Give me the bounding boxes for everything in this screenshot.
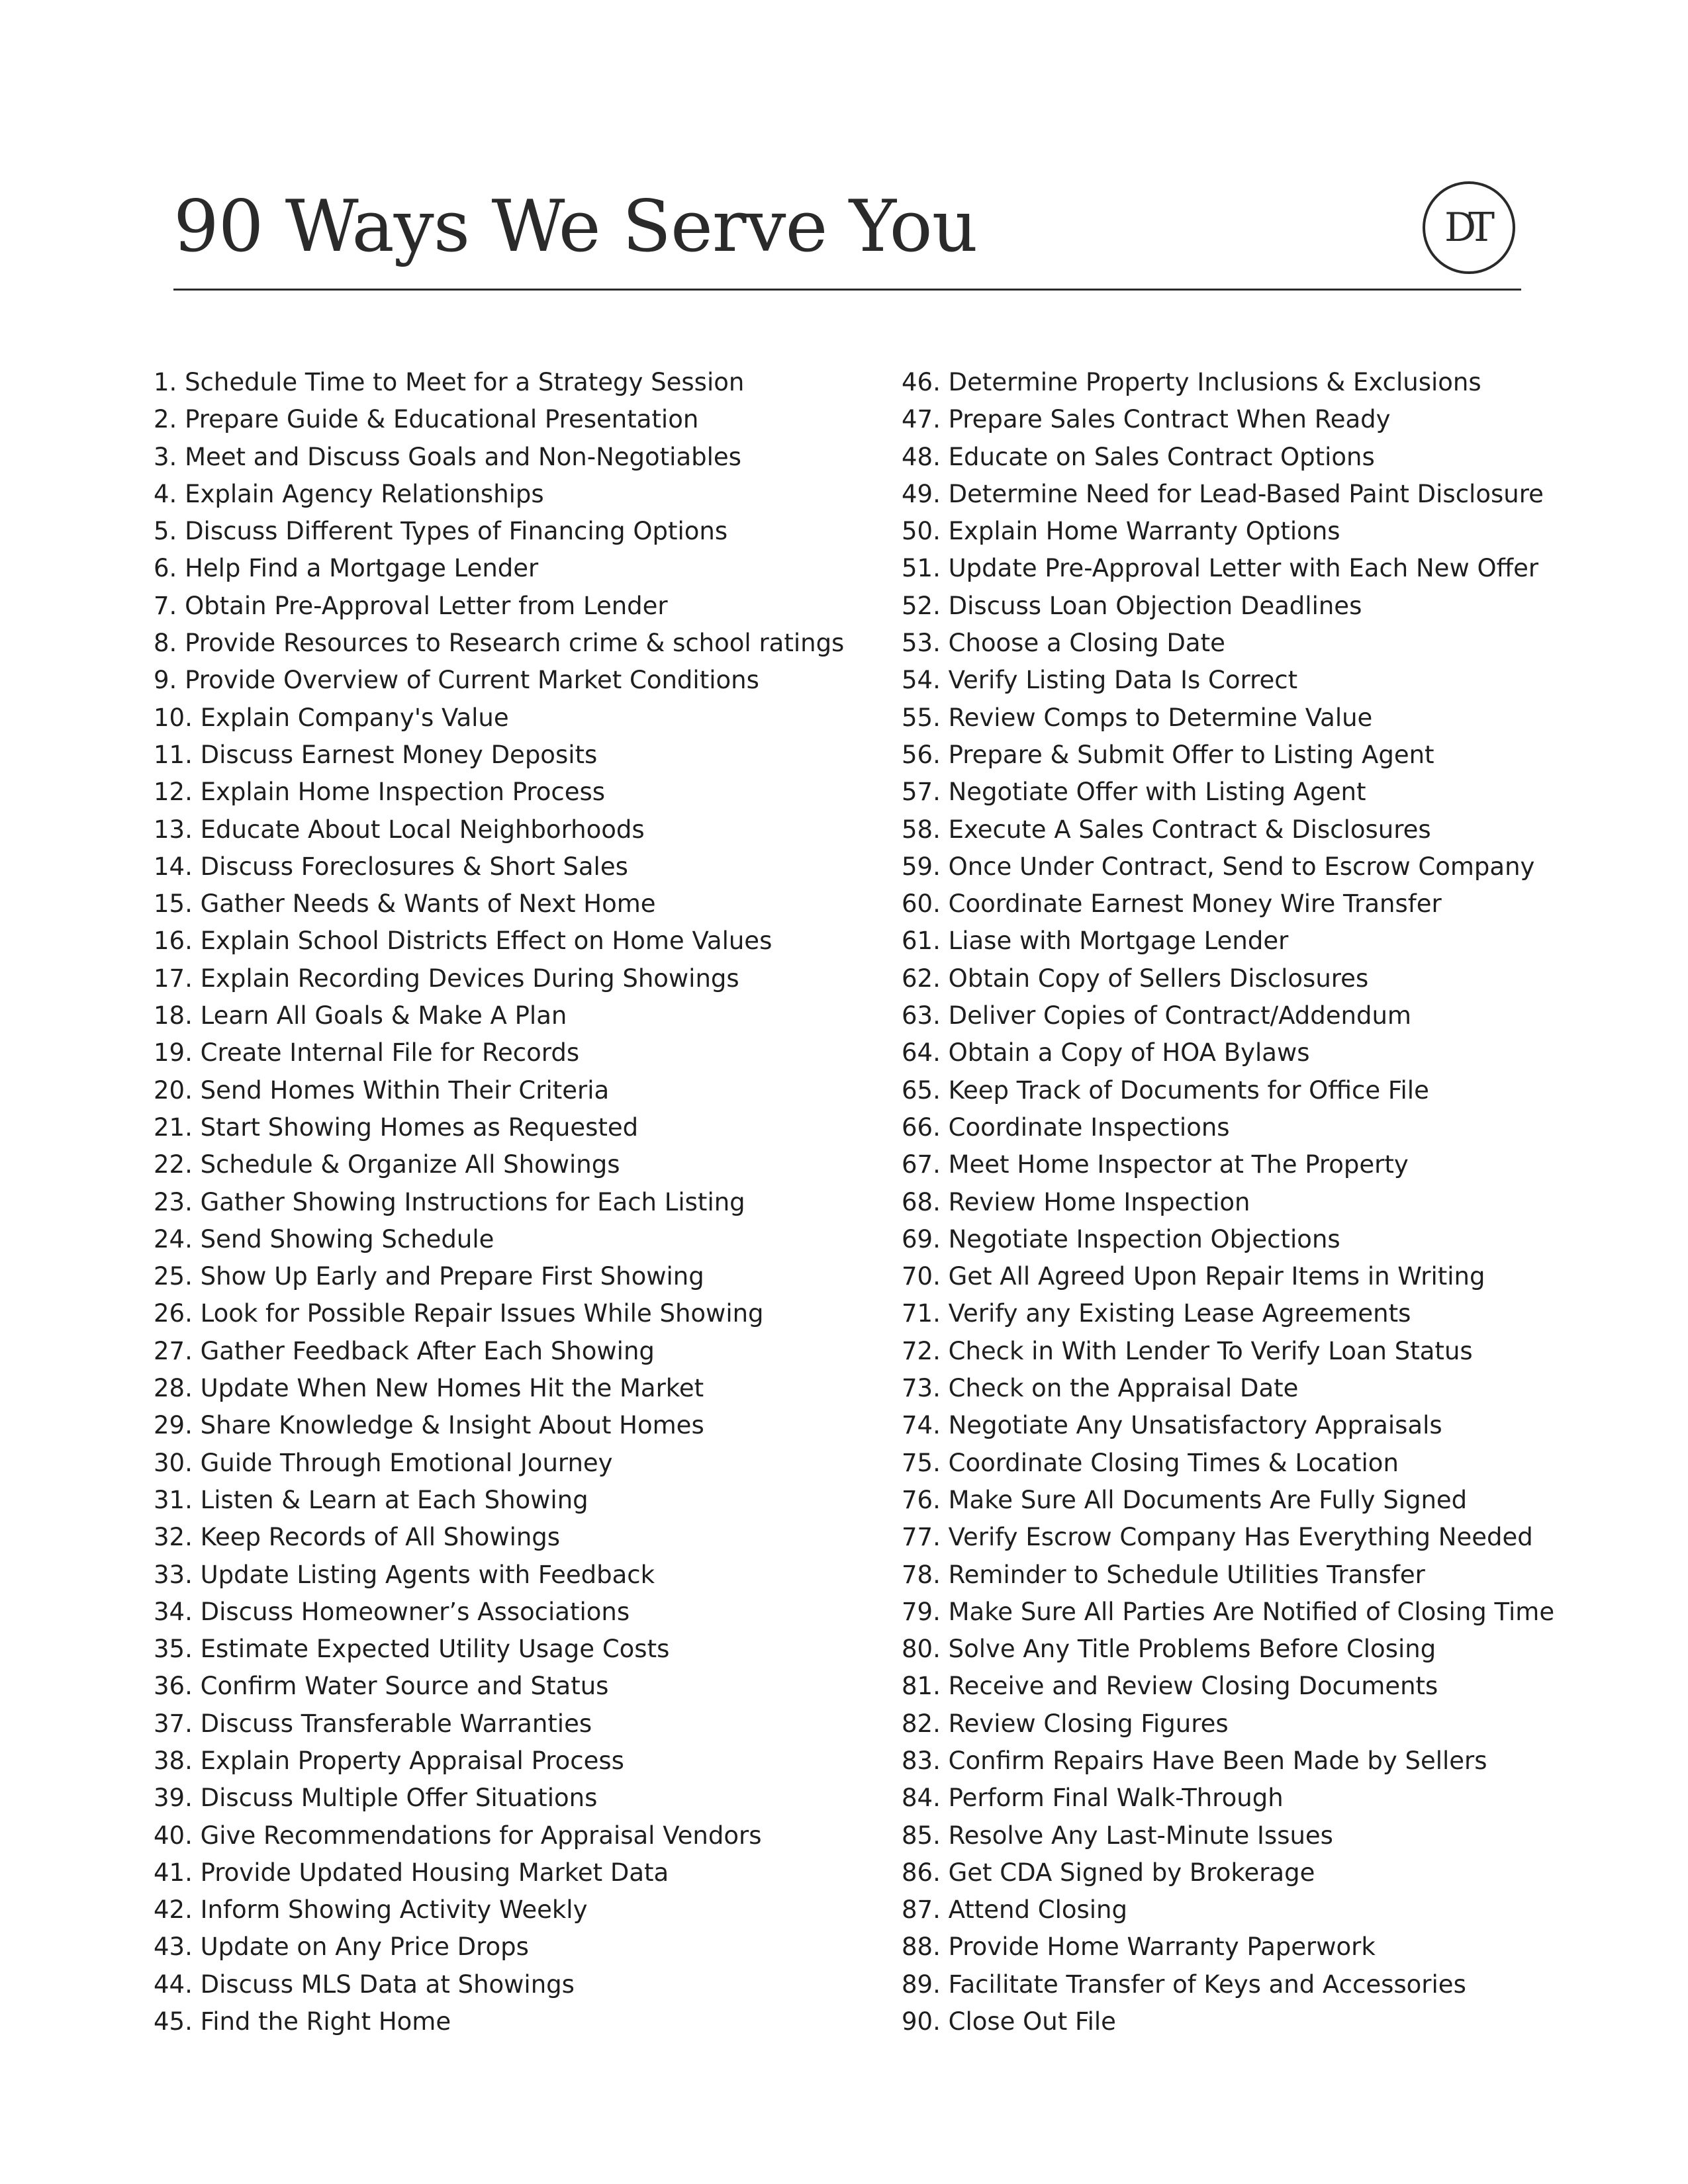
list-item: 80. Solve Any Title Problems Before Closing [902, 1635, 1436, 1664]
list-item: 62. Obtain Copy of Sellers Disclosures [902, 964, 1369, 993]
list-item: 15. Gather Needs & Wants of Next Home [154, 889, 656, 919]
list-item: 9. Provide Overview of Current Market Conditions [154, 666, 759, 695]
list-item: 79. Make Sure All Parties Are Notified of Closing Time [902, 1597, 1555, 1626]
list-item: 13. Educate About Local Neighborhoods [154, 815, 645, 844]
list-item: 24. Send Showing Schedule [154, 1224, 494, 1253]
list-item: 82. Review Closing Figures [902, 1709, 1229, 1738]
list-item: 30. Guide Through Emotional Journey [154, 1448, 613, 1477]
list-item: 19. Create Internal File for Records [154, 1038, 580, 1068]
list-item: 42. Inform Showing Activity Weekly [154, 1895, 588, 1925]
list-item: 28. Update When New Homes Hit the Market [154, 1374, 704, 1403]
page-title: 90 Ways We Serve You [173, 185, 978, 268]
list-item: 44. Discuss MLS Data at Showings [154, 1970, 575, 1999]
list-item: 61. Liase with Mortgage Lender [902, 927, 1289, 956]
list-item: 78. Reminder to Schedule Utilities Transfer [902, 1560, 1425, 1589]
list-item: 23. Gather Showing Instructions for Each Listing [154, 1187, 745, 1216]
list-item: 51. Update Pre-Approval Letter with Each New Offer [902, 554, 1539, 583]
list-item: 55. Review Comps to Determine Value [902, 703, 1373, 732]
list-item: 35. Estimate Expected Utility Usage Costs [154, 1635, 670, 1664]
list-item: 57. Negotiate Offer with Listing Agent [902, 778, 1366, 807]
list-item: 81. Receive and Review Closing Documents [902, 1672, 1438, 1701]
list-item: 58. Execute A Sales Contract & Disclosures [902, 815, 1431, 844]
list-item: 74. Negotiate Any Unsatisfactory Appraisals [902, 1411, 1442, 1440]
list-item: 77. Verify Escrow Company Has Everything Needed [902, 1523, 1533, 1552]
list-item: 25. Show Up Early and Prepare First Showing [154, 1262, 704, 1291]
list-item: 76. Make Sure All Documents Are Fully Signed [902, 1485, 1468, 1514]
list-item: 4. Explain Agency Relationships [154, 479, 544, 508]
service-list-left [154, 364, 844, 2040]
list-item: 73. Check on the Appraisal Date [902, 1374, 1299, 1403]
list-item: 27. Gather Feedback After Each Showing [154, 1336, 655, 1365]
list-item: 52. Discuss Loan Objection Deadlines [902, 591, 1362, 620]
list-item: 7. Obtain Pre-Approval Letter from Lender [154, 591, 668, 620]
list-item: 46. Determine Property Inclusions & Exclusions [902, 368, 1481, 396]
list-item: 26. Look for Possible Repair Issues While Showing [154, 1299, 764, 1328]
list-item: 86. Get CDA Signed by Brokerage [902, 1858, 1315, 1887]
list-item: 89. Facilitate Transfer of Keys and Accessories [902, 1970, 1466, 1999]
list-item: 14. Discuss Foreclosures & Short Sales [154, 852, 628, 881]
list-item: 34. Discuss Homeowner’s Associations [154, 1597, 630, 1626]
list-item: 1. Schedule Time to Meet for a Strategy Session [154, 368, 745, 396]
header-divider [173, 289, 1521, 291]
list-item: 36. Confirm Water Source and Status [154, 1672, 609, 1701]
list-item: 88. Provide Home Warranty Paperwork [902, 1933, 1376, 1962]
list-item: 71. Verify any Existing Lease Agreements [902, 1299, 1411, 1328]
list-item: 33. Update Listing Agents with Feedback [154, 1560, 655, 1589]
list-item: 59. Once Under Contract, Send to Escrow Company [902, 852, 1535, 881]
list-item: 38. Explain Property Appraisal Process [154, 1746, 624, 1775]
list-item: 5. Discuss Different Types of Financing Options [154, 517, 728, 546]
list-item: 50. Explain Home Warranty Options [902, 517, 1340, 546]
list-item: 20. Send Homes Within Their Criteria [154, 1075, 610, 1105]
list-item: 65. Keep Track of Documents for Office File [902, 1075, 1429, 1105]
dt-monogram-logo: DT [1423, 181, 1515, 274]
list-item: 17. Explain Recording Devices During Showings [154, 964, 739, 993]
list-item: 72. Check in With Lender To Verify Loan Status [902, 1336, 1473, 1365]
list-item: 75. Coordinate Closing Times & Location [902, 1448, 1399, 1477]
service-list-right [902, 364, 1554, 2040]
list-item: 10. Explain Company's Value [154, 703, 509, 732]
list-item: 22. Schedule & Organize All Showings [154, 1150, 620, 1179]
list-item: 11. Discuss Earnest Money Deposits [154, 740, 598, 769]
list-item: 54. Verify Listing Data Is Correct [902, 666, 1298, 695]
list-item: 70. Get All Agreed Upon Repair Items in Writing [902, 1262, 1485, 1291]
list-item: 85. Resolve Any Last-Minute Issues [902, 1821, 1333, 1850]
list-item: 45. Find the Right Home [154, 2007, 451, 2036]
list-item: 40. Give Recommendations for Appraisal Vendors [154, 1821, 762, 1850]
list-item: 2. Prepare Guide & Educational Presentation [154, 405, 699, 434]
list-item: 8. Provide Resources to Research crime & school ratings [154, 629, 845, 658]
list-item: 90. Close Out File [902, 2007, 1116, 2036]
list-item: 69. Negotiate Inspection Objections [902, 1224, 1340, 1253]
list-item: 29. Share Knowledge & Insight About Homes [154, 1411, 704, 1440]
list-item: 60. Coordinate Earnest Money Wire Transfer [902, 889, 1442, 919]
list-item: 48. Educate on Sales Contract Options [902, 442, 1375, 471]
list-item: 31. Listen & Learn at Each Showing [154, 1485, 588, 1514]
list-item: 12. Explain Home Inspection Process [154, 778, 606, 807]
list-item: 56. Prepare & Submit Offer to Listing Agent [902, 740, 1434, 769]
list-item: 68. Review Home Inspection [902, 1187, 1250, 1216]
list-item: 64. Obtain a Copy of HOA Bylaws [902, 1038, 1310, 1068]
list-item: 39. Discuss Multiple Offer Situations [154, 1784, 598, 1813]
list-item: 87. Attend Closing [902, 1895, 1127, 1925]
list-item: 16. Explain School Districts Effect on Home Values [154, 927, 773, 956]
list-item: 6. Help Find a Mortgage Lender [154, 554, 539, 583]
list-item: 84. Perform Final Walk-Through [902, 1784, 1284, 1813]
list-item: 49. Determine Need for Lead-Based Paint Disclosure [902, 479, 1544, 508]
list-item: 37. Discuss Transferable Warranties [154, 1709, 592, 1738]
list-item: 41. Provide Updated Housing Market Data [154, 1858, 669, 1887]
list-item: 43. Update on Any Price Drops [154, 1933, 529, 1962]
list-item: 3. Meet and Discuss Goals and Non-Negotiables [154, 442, 741, 471]
list-item: 47. Prepare Sales Contract When Ready [902, 405, 1391, 434]
list-item: 18. Learn All Goals & Make A Plan [154, 1001, 567, 1030]
list-item: 67. Meet Home Inspector at The Property [902, 1150, 1409, 1179]
list-item: 63. Deliver Copies of Contract/Addendum [902, 1001, 1411, 1030]
page-header [173, 173, 1521, 286]
list-item: 32. Keep Records of All Showings [154, 1523, 561, 1552]
list-item: 21. Start Showing Homes as Requested [154, 1113, 639, 1142]
list-item: 66. Coordinate Inspections [902, 1113, 1230, 1142]
list-item: 83. Confirm Repairs Have Been Made by Sellers [902, 1746, 1487, 1775]
list-item: 53. Choose a Closing Date [902, 629, 1225, 658]
